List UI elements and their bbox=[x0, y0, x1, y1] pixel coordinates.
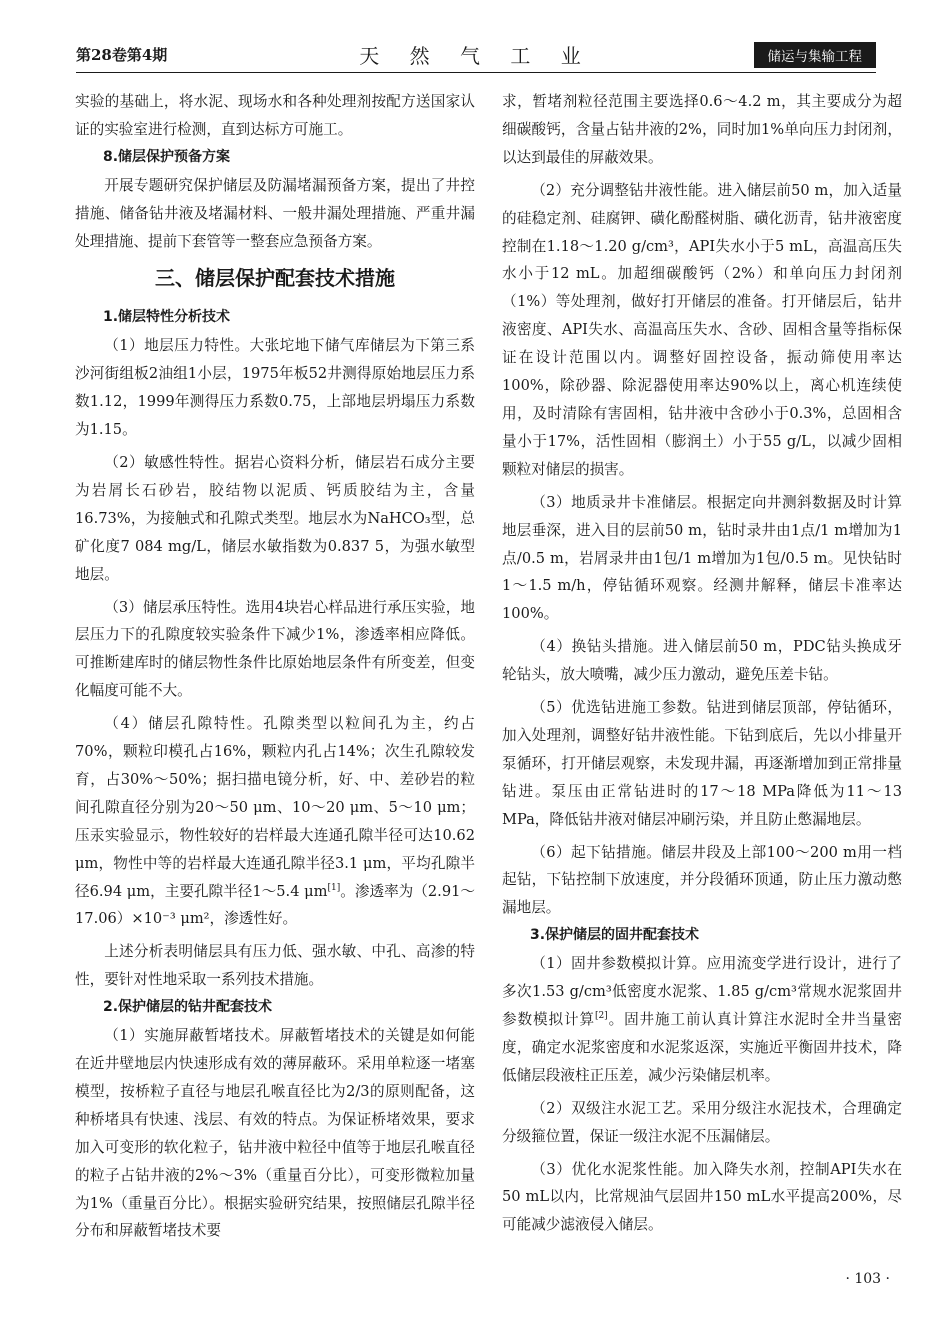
paragraph-text: 。固井施工前认真计算注水泥时全井当量密度，确定水泥浆密度和水泥浆返深，实施近平衡固井技术，降低储层段液柱正压差，减少污染储层机率。 bbox=[502, 1011, 902, 1084]
paragraph: （2）充分调整钻井液性能。进入储层前50 m，加入适量的硅稳定剂、硅腐钾、磺化酚醛树脂、磺化沥青，钻井液密度控制在1.18～1.20 g/cm³，API失水小于5 mL，高温高压失水小于12 mL。加超细碳酸钙（2%）和单向压力封闭剂（1%）等处理剂，做好打开储层的准备。打开储层后，钻井液密度、API失水、高温高压失水、含砂、固相含量等指标保证在设计范围以内。调整好固控设备，振动筛使用率达100%，除砂器、除泥器使用率达90%以上，离心机连续使用，及时清除有害固相，钻井液中含砂小于0.3%，总固相含量小于17%，活性固相（膨润土）小于55 g/L，以减少固相颗粒对储层的损害。 bbox=[502, 181, 902, 478]
running-header bbox=[76, 40, 876, 70]
paragraph: 上述分析表明储层具有压力低、强水敏、中孔、高渗的特性，要针对性地采取一系列技术措施。 bbox=[75, 943, 475, 989]
paragraph-text: （4）储层孔隙特性。孔隙类型以粒间孔为主，约占70%，颗粒印模孔占16%，颗粒内孔占14%；次生孔隙较发育，占30%～50%；据扫描电镜分析，好、中、差砂岩的粒间孔隙直径分别为20～50 μm、10～20 μm、5～10 μm；压汞实验显示，物性较好的岩样最大连通孔隙半径可达10.62 μm，物性中等的岩样最大连通孔隙半径3.1 μm，平均孔隙半径6.94 μm，主要孔隙半径1～5.4 μm bbox=[75, 715, 475, 900]
citation-ref: [2] bbox=[594, 1011, 608, 1022]
paragraph: （4）换钻头措施。进入储层前50 m，PDC钻头换成牙轮钻头，放大喷嘴，减少压力激动，避免压差卡钻。 bbox=[502, 638, 902, 684]
header-rule bbox=[76, 72, 876, 73]
paragraph: 实验的基础上，将水泥、现场水和各种处理剂按配方送国家认证的实验室进行检测，直到达标方可施工。 bbox=[75, 93, 475, 138]
paragraph: （3）储层承压特性。选用4块岩心样品进行承压实验，地层压力下的孔隙度较实验条件下减少1%，渗透率相应降低。可推断建库时的储层物性条件比原始地层条件有所变差，但变化幅度可能不大。 bbox=[75, 598, 475, 700]
subsection-heading: 3.保护储层的固井配套技术 bbox=[530, 927, 700, 944]
paragraph bbox=[75, 710, 475, 933]
paragraph bbox=[502, 950, 902, 1090]
paragraph-text: 。渗透率为（2.91～17.06）×10⁻³ μm²，渗透性好。 bbox=[75, 882, 475, 928]
paragraph: （1）实施屏蔽暂堵技术。屏蔽暂堵技术的关键是如何能在近井壁地层内快速形成有效的薄屏蔽环。采用单粒逐一堵塞模型，按桥粒子直径与地层孔喉直径比为2/3的原则配备，这种桥堵具有快速、浅层、有效的特点。为保证桥堵效果，要求加入可变形的软化粒子，钻井液中粒径中值等于地层孔喉直径的粒子占钻井液的2%～3%（重量百分比），可变形微粒加量为1%（重量百分比）。根据实验研究结果，按照储层孔隙半径分布和屏蔽暂堵技术要 bbox=[75, 1027, 475, 1240]
paragraph: （3）优化水泥浆性能。加入降失水剂，控制API失水在50 mL以内，比常规油气层固井150 mL水平提高200%，尽可能减少滤液侵入储层。 bbox=[502, 1160, 902, 1234]
paragraph: （2）双级注水泥工艺。采用分级注水泥技术，合理确定分级箍位置，保证一级注水泥不压漏储层。 bbox=[502, 1099, 902, 1145]
paragraph: （5）优选钻进施工参数。钻进到储层顶部，停钻循环，加入处理剂，调整好钻井液性能。下钻到底后，先以小排量开泵循环，打开储层观察，未发现井漏，再逐渐增加到正常排量钻进。泵压由正常钻进时的17～18 MPa降低为11～13 MPa，降低钻井液对储层冲刷污染，并且防止憋漏地层。 bbox=[502, 699, 902, 828]
paragraph-text: （1）固井参数模拟计算。应用流变学进行设计，进行了多次1.53 g/cm³低密度水泥浆、1.85 g/cm³常规水泥浆固井参数模拟计算 bbox=[502, 955, 902, 1028]
subsection-heading: 8.储层保护预备方案 bbox=[103, 148, 231, 165]
section-heading: 三、储层保护配套技术措施 bbox=[155, 266, 395, 291]
paragraph: （6）起下钻措施。储层井段及上部100～200 m用一档起钻，下钻控制下放速度，并分段循环顶通，防止压力激动憋漏地层。 bbox=[502, 843, 902, 917]
right-column bbox=[502, 88, 902, 1239]
subsection-heading: 2.保护储层的钻井配套技术 bbox=[103, 999, 273, 1016]
citation-ref: [1] bbox=[327, 882, 341, 893]
journal-title: 天 然 气 工 业 bbox=[359, 44, 593, 68]
paragraph: 开展专题研究保护储层及防漏堵漏预备方案，提出了井控措施、储备钻井液及堵漏材料、一般井漏处理措施、严重井漏处理措施、提前下套管等一整套应急预备方案。 bbox=[75, 176, 475, 250]
volume-issue: 第28卷第4期 bbox=[76, 46, 168, 64]
left-column bbox=[75, 88, 475, 1245]
paragraph: 求，暂堵剂粒径范围主要选择0.6～4.2 m，其主要成分为超细碳酸钙，含量占钻井液的2%，同时加1%单向压力封闭剂，以达到最佳的屏蔽效果。 bbox=[502, 93, 902, 166]
subsection-heading: 1.储层特性分析技术 bbox=[103, 309, 231, 326]
paragraph: （1）地层压力特性。大张坨地下储气库储层为下第三系沙河街组板2油组1小层，1975年板52井测得原始地层压力系数1.12，1999年测得压力系数0.75，上部地层坍塌压力系数为1.15。 bbox=[75, 337, 475, 439]
paragraph: （2）敏感性特性。据岩心资料分析，储层岩石成分主要为岩屑长石砂岩，胶结物以泥质、钙质胶结为主，含量16.73%，为接触式和孔隙式类型。地层水为NaHCO₃型，总矿化度7 084 mg/L，储层水敏指数为0.837 5，为强水敏型地层。 bbox=[75, 453, 475, 583]
page-number: · 103 · bbox=[845, 1271, 890, 1287]
paragraph: （3）地质录井卡准储层。根据定向井测斜数据及时计算地层垂深，进入目的层前50 m，钻时录井由1点/1 m增加为1点/0.5 m，岩屑录井由1包/1 m增加为1包/0.5 m。见快钻时1～1.5 m/h，停钻循环观察。经测井解释，储层卡准率达100%。 bbox=[502, 493, 902, 623]
section-label: 储运与集输工程 bbox=[754, 42, 877, 68]
